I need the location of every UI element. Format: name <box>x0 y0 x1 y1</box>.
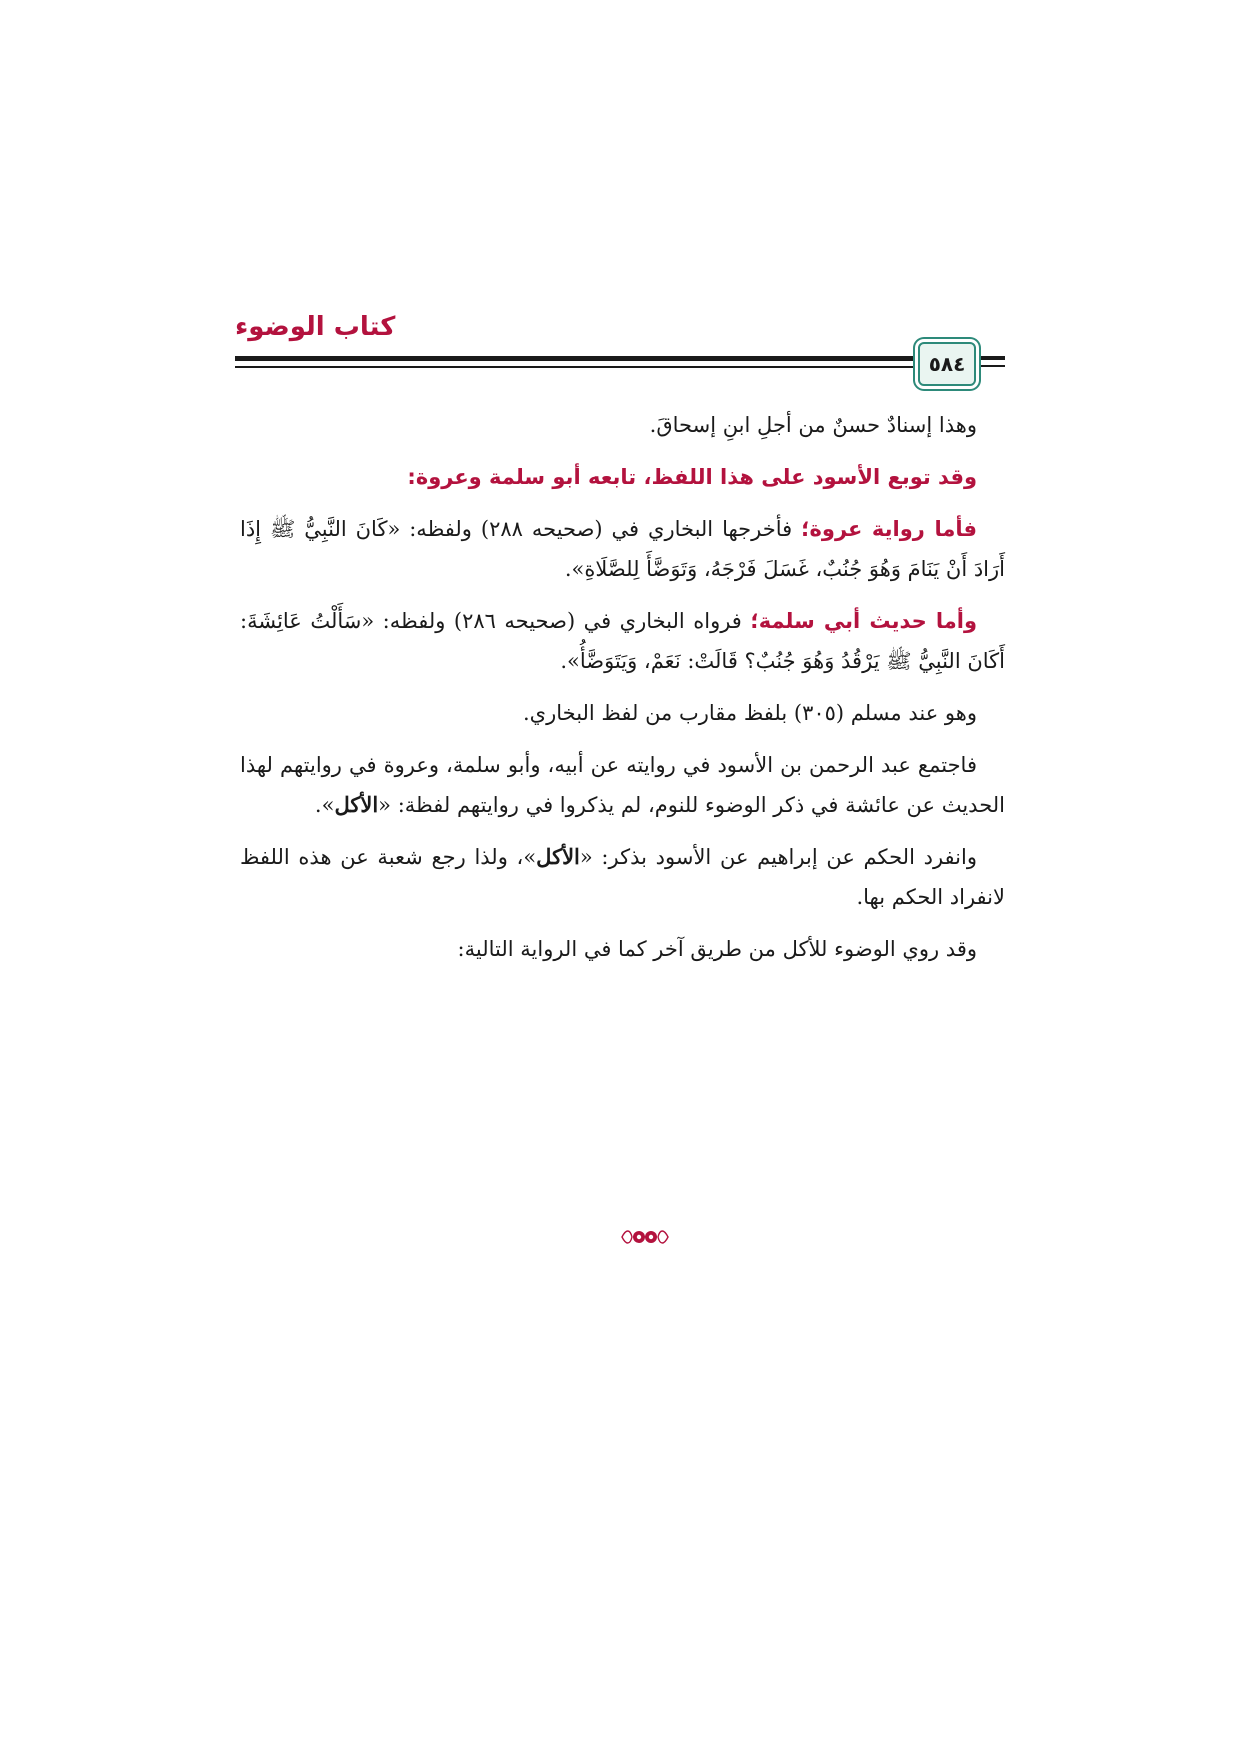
paragraph-summary <box>240 745 1005 825</box>
paragraph-abu-salama <box>240 601 1005 681</box>
book-title: كتاب الوضوء <box>235 312 396 342</box>
paragraph-urwa-text: فأخرجها البخاري في (صحيحه ٢٨٨) ولفظه: «كَانَ النَّبِيُّ ﷺ إِذَا أَرَادَ أَنْ يَنَامَ وَهُوَ جُنُبٌ، غَسَلَ فَرْجَهُ، وَتَوَضَّأَ لِلصَّلَاةِ». <box>240 517 1005 581</box>
page-header <box>235 312 1005 390</box>
paragraph-urwa <box>240 509 1005 589</box>
floral-divider-icon <box>620 1225 670 1249</box>
paragraph-urwa-lead: فأما رواية عروة؛ <box>801 517 977 541</box>
paragraph-summary-emphasis: الأكل <box>334 792 379 817</box>
paragraph-hakam-text: وانفرد الحكم عن إبراهيم عن الأسود بذكر: « <box>579 845 977 869</box>
section-heading: وقد توبع الأسود على هذا اللفظ، تابعه أبو سلمة وعروة: <box>407 465 977 489</box>
header-rule-thick <box>235 356 935 361</box>
paragraph-abu-salama-text: فرواه البخاري في (صحيحه ٢٨٦) ولفظه: «سَأَلْتُ عَائِشَةَ: أَكَانَ النَّبِيُّ ﷺ يَرْقُدُ وَهُوَ جُنُبٌ؟ قَالَتْ: نَعَمْ، وَيَتَوَضَّأُ». <box>240 609 1005 673</box>
paragraph-hakam-emphasis: الأكل <box>536 844 580 869</box>
paragraph-summary-end: ». <box>314 793 335 817</box>
header-rule-right-thick <box>976 356 1005 360</box>
paragraph-hakam <box>240 837 1005 917</box>
paragraph-hakam-end: »، ولذا رجع شعبة عن هذه اللفظ لانفراد الحكم بها. <box>240 845 1005 909</box>
header-rule-thin <box>235 366 935 368</box>
page-number-badge <box>918 342 976 386</box>
paragraph-next: وقد روي الوضوء للأكل من طريق آخر كما في الرواية التالية: <box>457 937 977 961</box>
paragraph-muslim: وهو عند مسلم (٣٠٥) بلفظ مقارب من لفظ البخاري. <box>522 701 977 725</box>
paragraph-summary-text: فاجتمع عبد الرحمن بن الأسود في روايته عن أبيه، وأبو سلمة، وعروة في روايتهم لهذا الحديث عن عائشة في ذكر الوضوء للنوم، لم يذكروا في روايتهم لفظة: « <box>240 753 1005 817</box>
page-number: ٥٨٤ <box>928 352 966 376</box>
paragraph-abu-salama-lead: وأما حديث أبي سلمة؛ <box>750 609 977 633</box>
page-body <box>240 405 1005 981</box>
paragraph-1: وهذا إسنادٌ حسنٌ من أجلِ ابنِ إسحاقَ. <box>649 413 977 437</box>
header-rule-right-thin <box>976 365 1005 367</box>
